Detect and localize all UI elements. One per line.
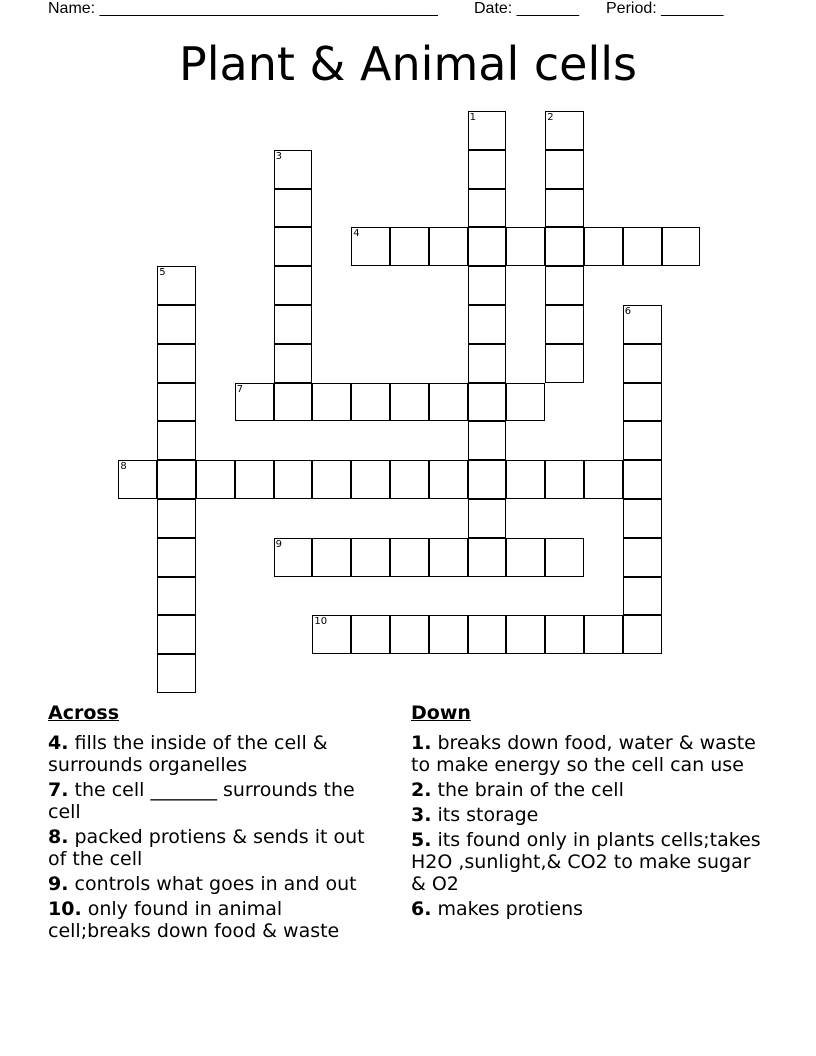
crossword-cell[interactable]: [468, 150, 507, 189]
clue-number: 4: [353, 228, 360, 240]
clue-number: 7: [236, 383, 244, 395]
crossword-cell[interactable]: [157, 344, 196, 383]
crossword-cell[interactable]: [157, 577, 196, 616]
down-clue: [411, 779, 771, 801]
crossword-cell[interactable]: [274, 538, 313, 577]
clue-number-label: 1.: [411, 732, 432, 754]
crossword-cell[interactable]: [429, 227, 468, 266]
clue-number: 1: [469, 112, 476, 123]
across-clue-list: [48, 732, 388, 942]
crossword-cell[interactable]: [545, 305, 584, 344]
clue-number-label: 5.: [411, 829, 432, 851]
crossword-cell[interactable]: [235, 460, 274, 499]
crossword-cell[interactable]: [623, 383, 662, 422]
crossword-cell[interactable]: [468, 227, 507, 266]
crossword-cell[interactable]: [545, 227, 584, 266]
crossword-cell[interactable]: [468, 499, 507, 538]
crossword-cell[interactable]: [312, 383, 351, 422]
crossword-cell[interactable]: [468, 460, 507, 499]
clue-text: breaks down food, water & waste to make energy so the cell can use: [411, 732, 756, 776]
crossword-cell[interactable]: [351, 538, 390, 577]
crossword-cell[interactable]: [390, 383, 429, 422]
crossword-cell[interactable]: [274, 227, 313, 266]
down-clue-list: [411, 732, 771, 920]
crossword-cell[interactable]: [623, 460, 662, 499]
down-clue: [411, 898, 771, 920]
crossword-cell[interactable]: [274, 189, 313, 228]
crossword-cell[interactable]: [545, 460, 584, 499]
crossword-cell[interactable]: [157, 654, 196, 693]
crossword-cell[interactable]: [468, 615, 507, 654]
down-clue: [411, 804, 771, 826]
down-heading: Down: [411, 702, 471, 724]
down-clue: [411, 732, 771, 776]
crossword-cell[interactable]: [157, 305, 196, 344]
crossword-cell[interactable]: [506, 615, 545, 654]
down-clue: [411, 829, 771, 895]
clue-number-label: 8.: [48, 826, 69, 848]
across-clue: [48, 732, 388, 776]
crossword-cell[interactable]: [274, 460, 313, 499]
crossword-cell[interactable]: [662, 227, 701, 266]
crossword-cell[interactable]: [468, 305, 507, 344]
crossword-cell[interactable]: [390, 615, 429, 654]
across-clue: [48, 779, 388, 823]
crossword-cell[interactable]: [545, 266, 584, 305]
crossword-cell[interactable]: [468, 383, 507, 422]
crossword-cell[interactable]: [390, 460, 429, 499]
clue-number-label: 7.: [48, 779, 69, 801]
down-clues: [411, 700, 771, 923]
crossword-cell[interactable]: [545, 189, 584, 228]
crossword-cell[interactable]: [429, 615, 468, 654]
crossword-cell[interactable]: [351, 383, 390, 422]
clue-number: 6: [624, 306, 632, 317]
crossword-cell[interactable]: [468, 111, 507, 150]
crossword-cell[interactable]: [118, 460, 157, 499]
clue-number-label: 4.: [48, 732, 69, 754]
crossword-cell[interactable]: [506, 538, 545, 577]
clue-number-label: 3.: [411, 804, 432, 826]
clue-number: 3: [275, 150, 282, 162]
crossword-cell[interactable]: [584, 460, 623, 499]
clue-text: its storage: [431, 804, 539, 826]
crossword-cell[interactable]: [623, 499, 662, 538]
crossword-cell[interactable]: [545, 538, 584, 577]
crossword-cell[interactable]: [429, 460, 468, 499]
clue-text: the cell _______ surrounds the cell: [48, 779, 355, 823]
crossword-cell[interactable]: [351, 227, 390, 266]
clue-number: 9: [275, 538, 282, 550]
crossword-cell[interactable]: [468, 538, 507, 577]
crossword-cell[interactable]: [274, 266, 313, 305]
across-clue: [48, 898, 388, 942]
crossword-cell[interactable]: [545, 615, 584, 654]
crossword-cell[interactable]: [468, 189, 507, 228]
crossword-cell[interactable]: [157, 266, 196, 305]
across-clue: [48, 873, 388, 895]
crossword-cell[interactable]: [506, 460, 545, 499]
crossword-cell[interactable]: [623, 344, 662, 383]
clue-number-label: 9.: [48, 873, 69, 895]
crossword-cell[interactable]: [157, 499, 196, 538]
crossword-cell[interactable]: [157, 383, 196, 422]
clue-text: controls what goes in and out: [68, 873, 357, 895]
crossword-cell[interactable]: [157, 615, 196, 654]
crossword-cell[interactable]: [623, 538, 662, 577]
crossword-cell[interactable]: [274, 305, 313, 344]
crossword-cell[interactable]: [623, 615, 662, 654]
crossword-cell[interactable]: [390, 538, 429, 577]
crossword-cell[interactable]: [312, 460, 351, 499]
crossword-cell[interactable]: [623, 577, 662, 616]
clue-text: packed protiens & sends it out of the cell: [48, 826, 365, 870]
crossword-cell[interactable]: [506, 227, 545, 266]
clue-number-label: 10.: [48, 898, 82, 920]
crossword-cell[interactable]: [196, 460, 235, 499]
clue-text: fills the inside of the cell & surrounds organelles: [48, 732, 328, 776]
crossword-cell[interactable]: [506, 383, 545, 422]
crossword-cell[interactable]: [312, 538, 351, 577]
clue-number: 2: [547, 112, 554, 123]
across-heading: Across: [48, 702, 120, 724]
crossword-cell[interactable]: [351, 615, 390, 654]
across-clues: [48, 700, 388, 945]
clue-number: 5: [159, 267, 166, 279]
clue-number: 8: [120, 461, 127, 473]
crossword-cell[interactable]: [312, 615, 351, 654]
page-title: Plant & Animal cells: [179, 37, 637, 91]
crossword-cell[interactable]: [429, 538, 468, 577]
crossword-cell[interactable]: [390, 227, 429, 266]
crossword-cell[interactable]: [545, 344, 584, 383]
crossword-cell[interactable]: [623, 305, 662, 344]
clue-number-label: 6.: [411, 898, 432, 920]
clue-text: the brain of the cell: [431, 779, 624, 801]
clue-text: makes protiens: [431, 898, 584, 920]
crossword-cell[interactable]: [157, 460, 196, 499]
crossword-cell[interactable]: [157, 538, 196, 577]
clue-number-label: 2.: [411, 779, 432, 801]
across-clue: [48, 826, 388, 870]
clue-text: only found in animal cell;breaks down food & waste: [48, 898, 340, 942]
crossword-cell[interactable]: [157, 421, 196, 460]
crossword-cell[interactable]: [274, 344, 313, 383]
name-field-label: Name: ______________________________________: [48, 0, 438, 17]
crossword-cell[interactable]: [623, 421, 662, 460]
crossword-cell[interactable]: [274, 150, 313, 189]
crossword-cell[interactable]: [623, 227, 662, 266]
crossword-cell[interactable]: [468, 421, 507, 460]
crossword-cell[interactable]: [468, 266, 507, 305]
crossword-cell[interactable]: [429, 383, 468, 422]
period-field-label: Period: _______: [606, 0, 724, 17]
clue-text: its found only in plants cells;takes H2O ,sunlight,& CO2 to make sugar & O2: [411, 829, 761, 895]
crossword-cell[interactable]: [545, 150, 584, 189]
crossword-cell[interactable]: [545, 111, 584, 150]
crossword-cell[interactable]: [584, 615, 623, 654]
clue-number: 10: [314, 616, 328, 628]
date-field-label: Date: _______: [474, 0, 579, 17]
crossword-cell[interactable]: [468, 344, 507, 383]
crossword-cell[interactable]: [235, 383, 274, 422]
crossword-cell[interactable]: [351, 460, 390, 499]
crossword-cell[interactable]: [584, 227, 623, 266]
crossword-cell[interactable]: [274, 383, 313, 422]
